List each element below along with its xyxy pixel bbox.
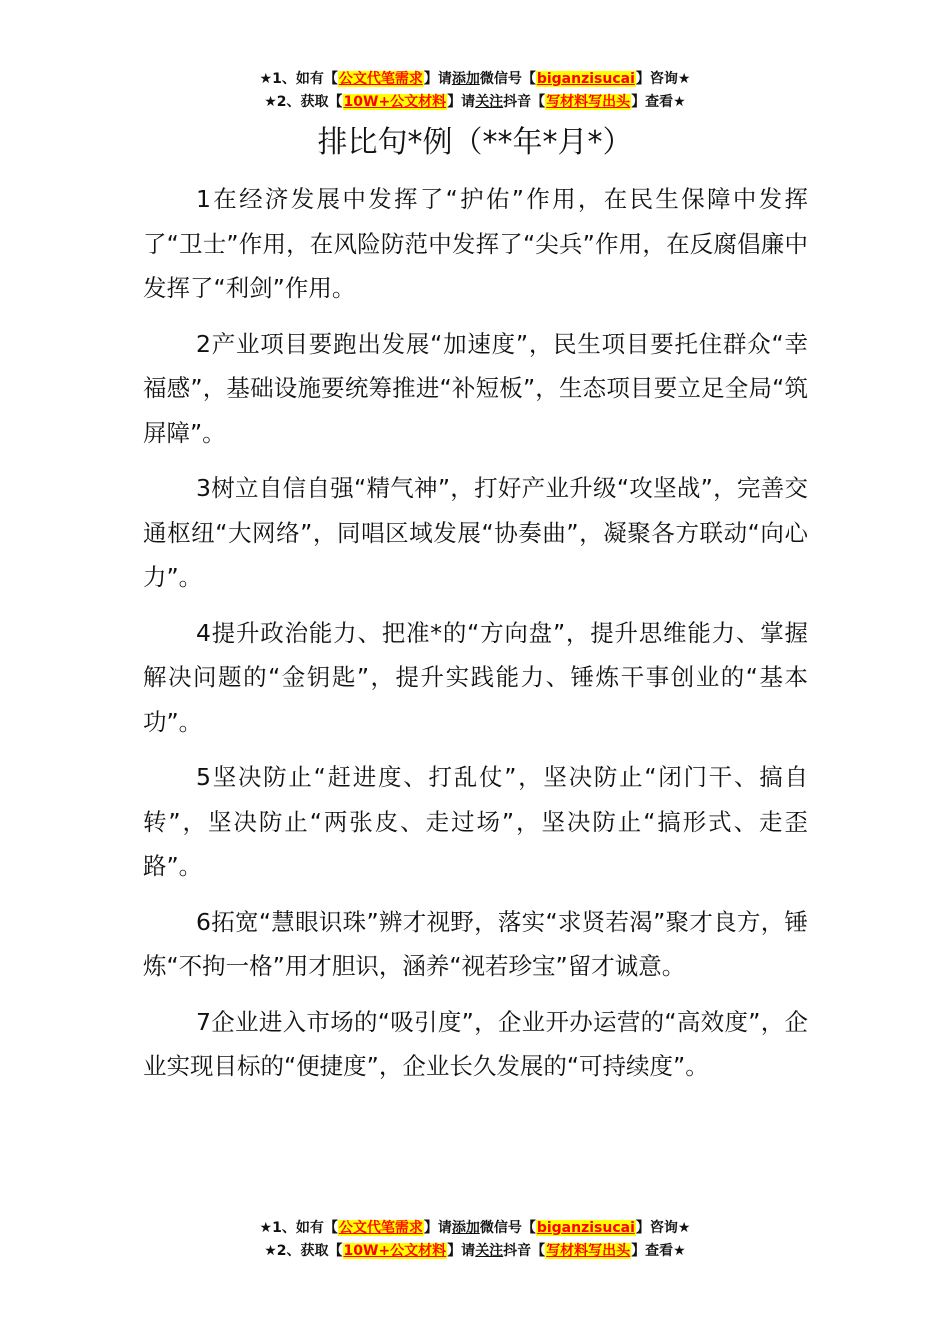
footer-line-2: ★2、获取【10W+公文材料】请关注抖音【写材料写出头】查看★ [264, 1243, 686, 1259]
header-line-2-text: ★2、获取【 [264, 94, 343, 110]
footer-banner [0, 1217, 950, 1263]
wechat-id-highlight: biganzisucai [536, 71, 635, 87]
douyin-account-highlight: 写材料写出头 [546, 1243, 631, 1259]
ghostwriting-highlight: 公文代笔需求 [338, 1220, 423, 1236]
header-banner [0, 68, 950, 114]
document-body [143, 177, 808, 1100]
footer-line-2-text: ★2、获取【 [264, 1243, 343, 1259]
paragraph-2: 2产业项目要跑出发展“加速度”，民生项目要托住群众“幸福感”，基础设施要统筹推进“补短板”，生态项目要立足全局“筑屏障”。 [143, 329, 808, 447]
follow-underlined: 关注 [475, 94, 504, 110]
footer-line-1-text: ★1、如有【 [259, 1220, 338, 1236]
add-underlined: 添加 [451, 1220, 480, 1236]
douyin-account-highlight: 写材料写出头 [546, 94, 631, 110]
paragraph-7: 7企业进入市场的“吸引度”，企业开办运营的“高效度”，企业实现目标的“便捷度”，企业长久发展的“可持续度”。 [143, 1007, 808, 1080]
document-title: 排比句*例（**年*月*） [317, 125, 633, 160]
paragraph-5: 5坚决防止“赶进度、打乱仗”，坚决防止“闭门干、搞自转”，坚决防止“两张皮、走过场”，坚决防止“搞形式、走歪路”。 [143, 763, 808, 880]
ghostwriting-highlight: 公文代笔需求 [338, 71, 423, 87]
paragraph-6: 6拓宽“慧眼识珠”辨才视野，落实“求贤若渴”聚才良方，锤炼“不拘一格”用才胆识，涵养“视若珍宝”留才诚意。 [143, 907, 808, 980]
footer-line-1: ★1、如有【公文代笔需求】请添加微信号【biganzisucai】咨询★ [259, 1220, 691, 1236]
follow-underlined: 关注 [475, 1243, 504, 1259]
header-line-1-text: ★1、如有【 [259, 71, 338, 87]
paragraph-1: 1在经济发展中发挥了“护佑”作用，在民生保障中发挥了“卫士”作用，在风险防范中发挥了“尖兵”作用，在反腐倡廉中发挥了“利剑”作用。 [143, 185, 808, 302]
header-line-1: ★1、如有【公文代笔需求】请添加微信号【biganzisucai】咨询★ [259, 71, 691, 87]
add-underlined: 添加 [451, 71, 480, 87]
materials-highlight: 10W+公文材料 [343, 94, 447, 110]
materials-highlight: 10W+公文材料 [343, 1243, 447, 1259]
paragraph-4: 4提升政治能力、把准*的“方向盘”，提升思维能力、掌握解决问题的“金钥匙”，提升实践能力、锤炼干事创业的“基本功”。 [143, 618, 808, 736]
wechat-id-highlight: biganzisucai [536, 1220, 635, 1236]
paragraph-3: 3树立自信自强“精气神”，打好产业升级“攻坚战”，完善交通枢纽“大网络”，同唱区域发展“协奏曲”，凝聚各方联动“向心力”。 [143, 474, 808, 591]
header-line-2: ★2、获取【10W+公文材料】请关注抖音【写材料写出头】查看★ [264, 94, 686, 110]
